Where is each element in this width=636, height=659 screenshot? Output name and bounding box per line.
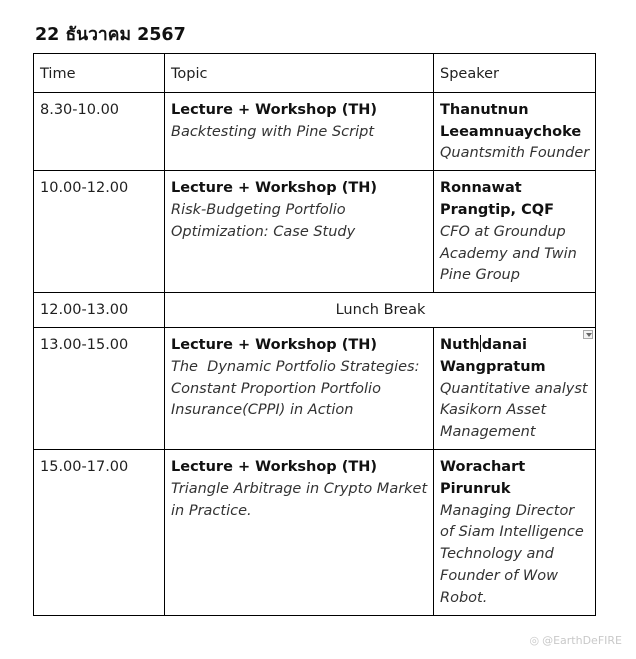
topic-cell[interactable]	[165, 449, 434, 615]
speaker-name: Thanutnun Leeamnuaychoke	[440, 101, 582, 140]
table-row	[34, 171, 596, 293]
topic-description: Risk-Budgeting Portfolio Optimization: Case Study	[171, 201, 356, 240]
speaker-cell[interactable]	[434, 171, 596, 293]
speaker-name-part-2: danai Wangpratum	[440, 336, 546, 375]
topic-description: Backtesting with Pine Script	[171, 123, 374, 140]
time-cell[interactable]: 10.00-12.00	[34, 171, 165, 293]
topic-cell[interactable]	[165, 92, 434, 170]
speaker-role: Quantsmith Founder	[440, 145, 590, 162]
table-row	[34, 449, 596, 615]
speaker-cell[interactable]	[434, 327, 596, 449]
time-cell[interactable]: 13.00-15.00	[34, 327, 165, 449]
watermark-text: @EarthDeFIRE	[542, 634, 622, 647]
speaker-name	[440, 335, 590, 379]
topic-title: Lecture + Workshop (TH)	[171, 458, 378, 475]
header-time: Time	[34, 54, 165, 93]
watermark	[529, 634, 622, 647]
schedule-table	[33, 53, 596, 616]
speaker-role: Managing Director of Siam Intelligence Technology and Founder of Wow Robot.	[440, 502, 584, 606]
table-header-row	[34, 54, 596, 93]
speaker-name: Worachart Pirunruk	[440, 458, 526, 497]
topic-cell[interactable]	[165, 171, 434, 293]
topic-description: Triangle Arbitrage in Crypto Market in Practice.	[171, 480, 428, 519]
speaker-cell[interactable]	[434, 449, 596, 615]
speaker-name-part-1: Nuth	[440, 336, 480, 353]
table-row	[34, 92, 596, 170]
header-speaker: Speaker	[434, 54, 596, 93]
table-row	[34, 327, 596, 449]
page-title: 22 ธันวาคม 2567	[35, 25, 186, 45]
topic-title: Lecture + Workshop (TH)	[171, 101, 378, 118]
time-cell[interactable]: 12.00-13.00	[34, 293, 165, 328]
weibo-icon: ◎	[529, 634, 540, 647]
speaker-role: CFO at Groundup Academy and Twin Pine Group	[440, 223, 577, 284]
speaker-cell[interactable]	[434, 92, 596, 170]
speaker-role: Quantitative analyst Kasikorn Asset Management	[440, 380, 588, 441]
time-cell[interactable]: 8.30-10.00	[34, 92, 165, 170]
table-row-lunch	[34, 293, 596, 328]
speaker-name: Ronnawat Prangtip, CQF	[440, 180, 554, 218]
header-topic: Topic	[165, 54, 434, 93]
topic-title: Lecture + Workshop (TH)	[171, 336, 378, 353]
topic-description: The Dynamic Portfolio Strategies: Constant Proportion Portfolio Insurance(CPPI) in Action	[171, 358, 425, 419]
cell-dropdown-button[interactable]	[583, 330, 593, 339]
topic-title: Lecture + Workshop (TH)	[171, 180, 378, 197]
topic-cell[interactable]	[165, 327, 434, 449]
time-cell[interactable]: 15.00-17.00	[34, 449, 165, 615]
lunch-break-cell[interactable]: Lunch Break	[165, 293, 596, 328]
